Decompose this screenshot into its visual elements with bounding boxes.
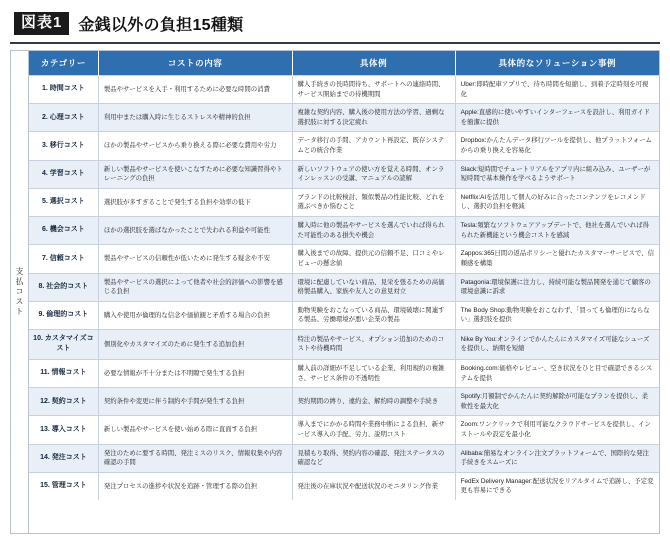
cell-solution: Apple:直感的に使いやすいインターフェースを設計し、利用ガイドを簡潔に提供 [455, 104, 659, 132]
cell-example: 環境に配慮していない商品、見栄を張るための高価格製品購入、家族や友人との意見対立 [292, 273, 455, 301]
cell-content: 製品やサービスを入手・利用するために必要な時間の消費 [98, 76, 292, 104]
cell-category: 6. 機会コスト [29, 217, 98, 245]
cell-category: 10. カスタマイズコスト [29, 329, 98, 359]
column-header-example: 具体例 [292, 51, 455, 76]
cell-example: 購入手続きの長時間待ち、サポートへの連絡時間、サービス開始までの待機期間 [292, 76, 455, 104]
cell-example: 見積もり取得、契約内容の確認、発注ステータスの確認など [292, 444, 455, 472]
cell-solution: Booking.com:価格やレビュー、空き状況をひと目で確認できるシステムを提供 [455, 359, 659, 387]
cell-solution: Slack:短時間でチュートリアルをアプリ内に組み込み、ユーザーが短時間で基本操作を学べるようサポート [455, 160, 659, 188]
cell-solution: Dropbox:かんたんデータ移行ツールを提供し、他プラットフォームからの乗り換えを容易化 [455, 132, 659, 160]
table-row [29, 160, 659, 188]
figure-header [10, 10, 660, 42]
side-axis-label [11, 51, 29, 533]
cell-category: 8. 社会的コスト [29, 273, 98, 301]
cell-content: 製品やサービスの信頼性が低いために発生する疑念や不安 [98, 245, 292, 273]
cell-solution: Zappos:365日間の返品ポリシーと優れたカスタマーサービスで、信頼感を構築 [455, 245, 659, 273]
cell-content: 新しい製品やサービスを使い始める際に直面する負担 [98, 416, 292, 444]
cell-example: 購入後までの故障、提供元の信頼不足、口コミやレビューの懸念値 [292, 245, 455, 273]
cell-solution: Spotify:月額制でかんたんに契約解除が可能なプランを提供し、柔軟性を最大化 [455, 388, 659, 416]
cell-content: 製品やサービスの選択によって他者や社会的評価への影響を感じる負担 [98, 273, 292, 301]
cell-content: 個別化やカスタマイズのために発生する追加負担 [98, 329, 292, 359]
cell-example: 複雑な契約内容、購入後の使用方法の学習、過剰な選択肢に対する決定疲れ [292, 104, 455, 132]
cell-category: 14. 発注コスト [29, 444, 98, 472]
cell-category: 12. 契約コスト [29, 388, 98, 416]
table-row [29, 132, 659, 160]
cell-solution: Patagonia:環境保護に注力し、持続可能な製品開発を通じて顧客の環境意識に訴求 [455, 273, 659, 301]
cell-category: 4. 学習コスト [29, 160, 98, 188]
table-row [29, 188, 659, 216]
cell-example: 動物実験をおこなっている商品、環境破壊に関連する製品、労働環境が悪い企業の製品 [292, 301, 455, 329]
cell-content: 発注のために要する時間、発注ミスのリスク、情報収集や内容確認の手間 [98, 444, 292, 472]
cell-example: ブランドの比較検討、類似製品の性能比較、どれを選ぶべきか悩むこと [292, 188, 455, 216]
cell-example: 導入までにかかる時間や業務中断による負担、新サービス導入の手配、労力、説明コスト [292, 416, 455, 444]
cell-solution: Zoom:ワンクリックで利用可能なクラウドサービスを提供し、インストールや設定を最小化 [455, 416, 659, 444]
cell-category: 3. 移行コスト [29, 132, 98, 160]
table-row [29, 416, 659, 444]
cell-content: ほかの製品やサービスから乗り換える際に必要な費用や労力 [98, 132, 292, 160]
column-header-solution: 具体的なソリューション事例 [455, 51, 659, 76]
column-header-content: コストの内容 [98, 51, 292, 76]
cell-solution: The Body Shop:動物実験をおこなわず、「買っても倫理的にならない」選択肢を提供 [455, 301, 659, 329]
cell-solution: Tesla:頻繁なソフトウェアアップデートで、他社を選んでいれば得られた新機能という機会コストを感減 [455, 217, 659, 245]
page-title: 金銭以外の負担15種類 [78, 17, 244, 34]
cell-solution: FedEx Delivery Manager:配送状況をリアルタイムで追跡し、予定変更も容易にできる [455, 472, 659, 500]
table-body [29, 76, 659, 501]
cell-content: 選択肢が多すぎることで発生する負担や効率の低下 [98, 188, 292, 216]
cell-category: 9. 倫理的コスト [29, 301, 98, 329]
burden-table [29, 51, 659, 500]
cell-example: データ移行の手間、アカウント再設定、既存システムとの統合作業 [292, 132, 455, 160]
table-row [29, 472, 659, 500]
cell-category: 15. 管理コスト [29, 472, 98, 500]
cell-content: 新しい製品やサービスを使いこなすために必要な知識習得やトレーニングの負担 [98, 160, 292, 188]
cell-category: 7. 信頼コスト [29, 245, 98, 273]
cell-example: 発注後の在庫状況や配送状況のモニタリング作業 [292, 472, 455, 500]
table-row [29, 245, 659, 273]
figure-badge: 図表1 [14, 12, 69, 35]
table-row [29, 359, 659, 387]
cell-example: 新しいソフトウェアの使い方を覚える時間、オンラインレッスンの受講、マニュアルの読解 [292, 160, 455, 188]
table-header-row [29, 51, 659, 76]
table-row [29, 76, 659, 104]
cell-solution: Alibaba:簡易なオンライン注文プラットフォームで、国際的な発注手続きをスムーズに [455, 444, 659, 472]
cell-content: 必要な情報が不十分または不明瞭で発生する負担 [98, 359, 292, 387]
cell-example: 特注の製品やサービス、オプション追加のためのコストや待機時間 [292, 329, 455, 359]
cell-category: 1. 時間コスト [29, 76, 98, 104]
table-row [29, 273, 659, 301]
header-divider [10, 42, 660, 44]
cell-solution: Netflix:AIを活用して個人の好みに合ったコンテンツをレコメンドし、選択の負担を軽減 [455, 188, 659, 216]
cell-example: 購入時に他の製品やサービスを選んでいれば得られた可能性のある損失や機会 [292, 217, 455, 245]
table-row [29, 388, 659, 416]
cell-category: 13. 導入コスト [29, 416, 98, 444]
table-grid-area [29, 51, 659, 533]
cell-content: 契約条件や変更に伴う制約や手間が発生する負担 [98, 388, 292, 416]
table-row [29, 444, 659, 472]
table-row [29, 329, 659, 359]
table-container [10, 50, 660, 534]
table-row [29, 104, 659, 132]
column-header-category: カテゴリー [29, 51, 98, 76]
cell-content: ほかの選択肢を選ばなかったことで失われる利益や可能性 [98, 217, 292, 245]
side-axis-label-text: 支払コスト [15, 267, 24, 317]
cell-category: 5. 選択コスト [29, 188, 98, 216]
cell-example: 購入前の詳細が不足している企業、利用規約の複雑さ、サービス条件の不透明性 [292, 359, 455, 387]
cell-category: 2. 心理コスト [29, 104, 98, 132]
table-row [29, 301, 659, 329]
cell-example: 契約期間の縛り、違約金、解約時の調整や手続き [292, 388, 455, 416]
cell-category: 11. 情報コスト [29, 359, 98, 387]
cell-content: 利用中または購入時に生じるストレスや精神的負担 [98, 104, 292, 132]
cell-content: 発注プロセスの進捗や状況を追跡・管理する際の負担 [98, 472, 292, 500]
cell-content: 購入や使用が倫理的な信念や価値観と矛盾する場合の負担 [98, 301, 292, 329]
cell-solution: Nike By You:オンラインでかんたんにカスタマイズ可能なシューズを提供し、納期を短縮 [455, 329, 659, 359]
table-row [29, 217, 659, 245]
cell-solution: Uber:即時配車アプリで、待ち時間を短縮し、到着予定時刻を可視化 [455, 76, 659, 104]
